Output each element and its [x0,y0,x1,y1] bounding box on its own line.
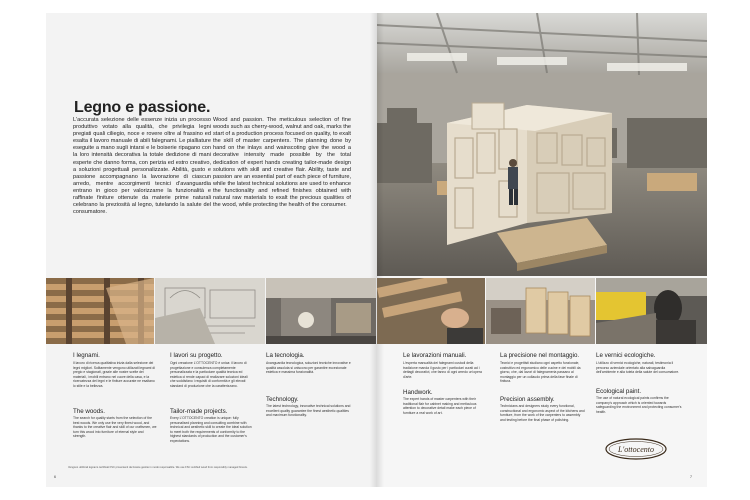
thumb-technology [266,278,376,344]
thumb-assembly [486,278,595,344]
caption-technology-text-it: Avanguardia tecnologica, soluzioni tecniche innovative e qualità assoluta si uniscono per garantire eccezionale estetica e massima funzionalità. [266,361,351,375]
caption-woods-text-en: The search for quality starts from the selection of the best woods. We only use the very finest wood, and thanks to the creative flair and skill of our craftsmen, we turn this wood into furniture of eternal style and strength. [73,416,157,439]
caption-projects-text-it: Ogni creazione L'OTTOCENTO è unica: il lavoro di progettazione e consulenza completamente personalizzata e la particolare qualità tecnica ed estetica ci rende capaci di realizzare soluzioni ideali che soddisfano i requisiti di conformità e gli elevati standard di produzione che la caratterizzano. [170,361,248,388]
caption-handwork-text-en: The expert hands of master carpenters with their traditional flair for cabinet making and meticulous attention to decorative detail make each piece of furniture a real work of art. [403,397,477,415]
caption-projects-title-it: I lavori su progetto. [170,352,223,359]
page-number-right: 7 [690,475,692,479]
workshop-photo [377,13,707,276]
caption-handwork-title-it: Le lavorazioni manuali. [403,352,467,359]
caption-woods-text-it: Il lavoro di ricerca qualitativa inizia dalla selezione dei legni migliori. Solitamente vengono utilizzati legnami di pregio e stagionati, grazie alle nostre scelte dei materiali, i mobili entrano nel cuore della casa, e la ricercatezza dei legni e le finiture accurate ne esaltano lo stile e la bellezza. [73,361,155,388]
thumb-ecological-paint [596,278,707,344]
page-title: Legno e passione. [74,98,211,116]
page-number-left: 6 [54,475,56,479]
caption-technology-title-it: La tecnologia. [266,352,305,359]
caption-paint-title-it: Le vernici ecologiche. [596,352,656,359]
caption-projects-text-en: Every L'OTTOCENTO creation is unique: fully personalised planning and consulting combine with technical and aesthetic skill to create the ideal solution to meet both the requirements of conformity to the highest standards of production and the customer's expectations. [170,416,252,443]
thumb-design-drawing [155,278,265,344]
book-spine-shadow [370,13,384,487]
caption-woods-title-en: The woods. [73,408,105,415]
caption-handwork-text-it: L'esperta manualità dei falegnami custodi della tradizione manda il gusto per i particolari curati ad i dettagli decorativi, che fanno di ogni arredo un'opera d'arte. [403,361,482,379]
thumb-wood-stacks [46,278,154,344]
caption-assembly-title-en: Precision assembly. [500,396,555,403]
fsc-footnote: Vengono utilizzati legnami certificati FSC provenienti da foreste gestite in modo responsabile. We use FSC certified wood from responsibly managed forests. [68,466,248,469]
caption-projects-title-en: Tailor-made projects. [170,408,228,415]
caption-technology-text-en: The latest technology, innovative technical solutions and excellent quality guarantee the finest aesthetic qualities and maximum functionality. [266,404,351,418]
caption-assembly-text-en: Technicians and designers study every functional, constructional and ergonomic aspect of the kitchens and furniture, from the work of the carpenters to assembly and testing before the final phase of polishing. [500,404,585,422]
caption-paint-text-it: L'utilizzo di vernici ecologiche, naturali, testimonia il percorso aziendale orientato alla salvaguardia dell'ambiente e alla tutela della salute del consumatore. [596,361,680,375]
caption-assembly-text-it: Tecnici e progettisti studiano ogni aspetto funzionale, costruttivo ed ergonomico delle cucine e dei mobili da giorno, che, dai lavori di falegnameria passano al montaggio per un collaudo prima della fase finale di finitura. [500,361,581,384]
caption-woods-title-it: I legnami. [73,352,100,359]
caption-technology-title-en: Technology. [266,396,299,403]
caption-handwork-title-en: Handwork. [403,389,433,396]
caption-paint-text-en: The use of natural ecological paints confirms the company's approach which is oriented towards safeguarding the environment and protecting consumer's health. [596,396,682,414]
caption-paint-title-en: Ecological paint. [596,388,642,395]
lottocento-logo [604,438,668,460]
caption-assembly-title-it: La precisione nel montaggio. [500,352,580,359]
logo-text: L'ottocento [618,445,654,454]
body-text-english: Wood and passion. The meticulous selection of fine woods such as cherry-wood, walnut and oak, marks the start of a production process focused on quality, to exalt the skill of master carpenters. The planning done by hand on the inlays and wainscoting give the wood a decorative intensity made possible by the total dedication of expert hands creating tailor-made design solutions with skill and creative flair. Ability, taste and passion are an essential part of each piece of furniture, while the latest technical solutions are used to enhance the functionality and refined finishes obtained with natural raw materials to exalt the precious qualities of the wood, while protecting the health of the consumer. [213,117,351,209]
thumb-handwork [377,278,485,344]
body-text-italian: L'accurata selezione delle essenze inizia un processo produttivo votato alla qualità, che privilegia legni pregiati quali ciliegio, noce e rovere oltre al frassino ed esalta il lavoro manuale di abili falegnami. Le pialliature eseguite a mano sugli intarsi e le boiserie ripagano con la loro intensità decorativa la totale dedizione di mani esperte che danno forma, con perizia ed estro creativo, a soluzioni progettuali personalizzate. Abilità, gusto e passione accompagnano la lavorazione di ciascun arredo, mentre accorgimenti tecnici d'avanguardia entrano in gioco per valorizzarne la funzionalità e raffinate finiture ottenute da materie prime naturali celebrano la preziosità al legno, tutelando la salute del consumatore. [73,117,211,216]
